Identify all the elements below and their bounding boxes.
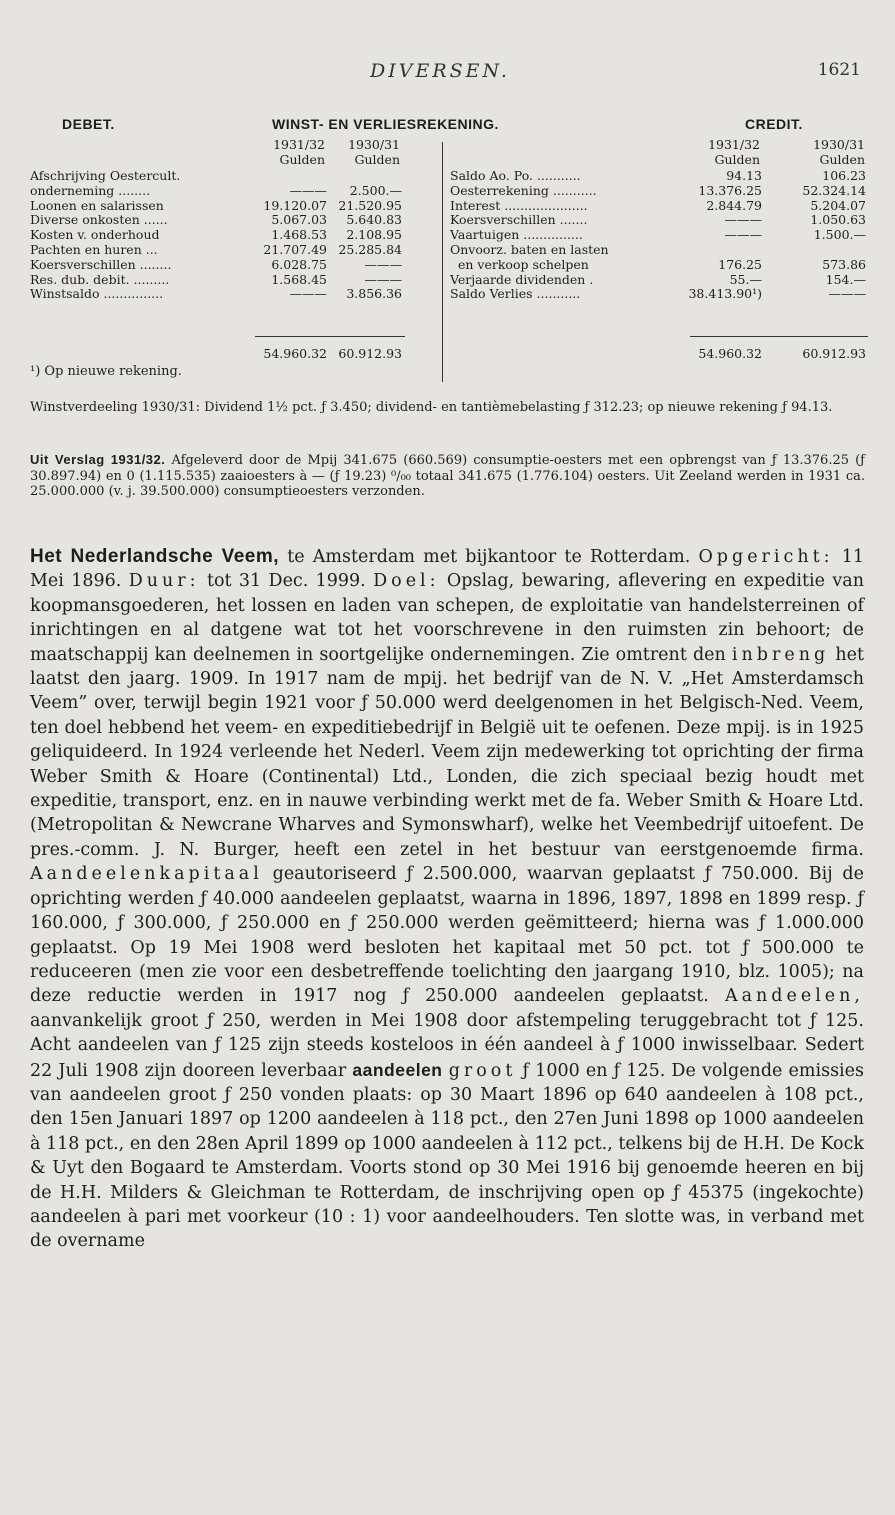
debet-heading: DEBET.: [62, 116, 115, 132]
credit-row-value-1930: 154.—: [825, 271, 866, 287]
verslag-heading: Uit Verslag 1931/32.: [30, 452, 166, 467]
credit-row-value-1931: ———: [724, 227, 762, 243]
opgericht-label: Opgericht:: [698, 547, 834, 567]
verslag-text: Afgeleverd door de Mpij 341.675 (660.569) consumptie-oesters met een opbrengst van ƒ 13.376.25 (ƒ 30.897.94) en 0 (1.115.535) zaaioesters à — (ƒ 19.23) ⁰/₀₀ totaal 341.675 (1.776.104) oesters. Uit Zeeland werden in 1931 ca. 25.000.000 (v. j. 39.500.000) consumptieoesters verzonden.: [30, 453, 865, 499]
debet-row-value-1930: 25.285.84: [338, 242, 402, 257]
right-unit1: Gulden: [714, 152, 760, 167]
kapitaal-label: Aandeelenkapitaal: [30, 864, 263, 885]
credit-row-label: Koersverschillen .......: [450, 212, 588, 228]
debet-row-value-1931: ———: [289, 182, 327, 198]
credit-row-value-1930: 52.324.14: [802, 182, 866, 198]
groot-label: groot: [448, 1060, 517, 1081]
debet-row-value-1930: 5.640.83: [346, 212, 402, 228]
debet-row-label: Diverse onkosten ......: [30, 212, 168, 228]
doel-text: Opslag, bewaring, aflevering en expeditie van koopmansgoederen, het lossen en laden van schepen, de exploitatie van handelsterreinen of inrichtingen en al datgene wat tot het voorschrevene in den ruimsten zin behoort; de maatschappij kan deelnemen in soortgelijke ondernemingen. Zie omtrent den: [30, 571, 864, 665]
aandeelen-text: aanvankelijk groot ƒ 250, werden in Mei 1908 door afstempeling teruggebracht tot ƒ 125. Acht aandeelen van ƒ 125 zijn steeds kosteloos in één aandeel à ƒ 1000 inwisselbaar. Sedert 22 Juli 1908 zijn dooreen leverbaar: [30, 1010, 864, 1081]
aandeelen-label: Aandeelen,: [724, 986, 864, 1007]
debet-row-label: Winstsaldo ...............: [30, 286, 164, 302]
debet-row-label: Pachten en huren ...: [30, 242, 158, 257]
debet-row-value-1931: 6.028.75: [271, 256, 327, 272]
left-total-2: 60.912.93: [338, 346, 402, 361]
right-unit2: Gulden: [819, 152, 865, 167]
credit-row-value-1930: 106.23: [822, 168, 866, 183]
credit-row-value-1931: 38.413.90¹): [688, 286, 762, 302]
debet-row-label: Loonen en salarissen: [30, 197, 164, 213]
kapitaal-text: geautoriseerd ƒ 2.500.000, waarvan geplaatst ƒ 750.000. Bij de oprichting werden ƒ 40.000 aandeelen geplaatst, waarna in 1896, 1897, 1898 en 1899 resp. ƒ 160.000, ƒ 300.000, ƒ 250.000 en ƒ 250.000 werden geëmitteerd; hierna was ƒ 1.000.000 geplaatst. Op 19 Mei 1908 werd besloten het kapitaal met 50 pct. tot ƒ 500.000 te reduceeren (men zie voor een desbetreffende toelichting den jaargang 1910, blz. 1005); na deze reductie werden in 1917 nog ƒ 250.000 aandeelen geplaatst.: [30, 864, 864, 1007]
debet-row-value-1931: 1.568.45: [271, 271, 327, 287]
debet-row-value-1931: 19.120.07: [263, 197, 327, 213]
credit-row-label: Vaartuigen ...............: [450, 227, 583, 243]
debet-row-value-1931: ———: [289, 286, 327, 302]
inbreng-label: inbreng: [731, 644, 830, 665]
company-name: Het Nederlandsche Veem,: [30, 546, 280, 567]
history-text: het laatst den jaarg. 1909. In 1917 nam de mpij. het bedrijf van de N. V. „Het Amsterdamsch Veem” over, terwijl begin 1921 voor ƒ 50.000 werd deelgenomen in het Belgisch-Ned. Veem, ten doel hebbend het veem- en expeditiebedrijf in België uit te oefenen. Deze mpij. is in 1925 geliquideerd. In 1924 verleende het Nederl. Veem zijn medewerking tot oprichting der firma Weber Smith & Hoare (Continental) Ltd., Londen, die zich speciaal bezig houdt met expeditie, transport, enz. en in nauwe verbinding werkt met de fa. Weber Smith & Hoare Ltd. (Metropolitan & Newcrane Wharves and Symonswharf), welke het Veembedrijf uitoefent. De pres.-comm. J. N. Burger, heeft een zetel in het bestuur van eerstgenoemde firma.: [30, 644, 864, 860]
credit-row-label: Saldo Verlies ...........: [450, 286, 581, 302]
emissies-text: ƒ 1000 en ƒ 125. De volgende emissies van aandeelen groot ƒ 250 vonden plaats: op 30 Maart 1896 op 640 aandeelen à 108 pct., den 15en Januari 1897 op 1200 aandeelen à 118 pct., den 27en Juni 1898 op 1000 aandeelen à 118 pct., en den 28en April 1899 op 1000 aandeelen à 112 pct., telkens bij de H.H. De Kock & Uyt den Bogaard te Amsterdam. Voorts stond op 30 Mei 1916 bij genoemde heeren en bij de H.H. Milders & Gleichman te Rotterdam, de inschrijving open op ƒ 45375 (ingekochte) aandeelen à pari met voorkeur (10 : 1) voor aandeelhouders. Ten slotte was, in verband met de overname: [30, 1060, 864, 1252]
credit-row-label: Verjaarde dividenden .: [450, 271, 594, 287]
debet-row-value-1930: 2.500.—: [349, 182, 402, 198]
credit-row-value-1930: ———: [828, 286, 866, 302]
debet-row-value-1931: 1.468.53: [271, 227, 327, 243]
debet-row-value-1930: ———: [364, 256, 402, 272]
credit-row-value-1931: 55.—: [729, 271, 762, 287]
credit-row-label: en verkoop schelpen: [458, 256, 589, 272]
right-year2: 1930/31: [813, 137, 865, 152]
verslag-paragraph: [30, 452, 865, 500]
debet-row-value-1930: 2.108.95: [346, 227, 402, 243]
duur-value: tot 31 Dec. 1999.: [206, 571, 366, 592]
footnote: ¹) Op nieuwe rekening.: [30, 364, 182, 379]
credit-heading: CREDIT.: [745, 116, 803, 132]
credit-row-value-1930: 1.500.—: [813, 227, 866, 243]
debet-row-value-1930: ———: [364, 271, 402, 287]
debet-row-value-1931: 21.707.49: [263, 242, 327, 257]
credit-row-label: Onvoorz. baten en lasten: [450, 242, 609, 257]
right-year1: 1931/32: [708, 137, 760, 152]
credit-row-label: Oesterrekening ...........: [450, 182, 597, 198]
left-unit2: Gulden: [354, 152, 400, 167]
credit-row-value-1931: 13.376.25: [698, 182, 762, 198]
debet-row-label: Kosten v. onderhoud: [30, 227, 160, 243]
doel-label: Doel:: [373, 571, 440, 592]
credit-row-value-1931: ———: [724, 212, 762, 228]
debet-row-label: Afschrijving Oestercult.: [30, 168, 181, 183]
debet-row-label: Res. dub. debit. .........: [30, 271, 170, 287]
winstverdeeling: Winstverdeeling 1930/31: Dividend 1½ pct. ƒ 3.450; dividend- en tantièmebelasting ƒ 312.23; op nieuwe rekening ƒ 94.13.: [30, 400, 833, 415]
page-number: 1621: [817, 60, 861, 80]
debet-row-label: Koersverschillen ........: [30, 256, 172, 272]
company-location: te Amsterdam met bijkantoor te Rotterdam.: [287, 547, 691, 567]
left-total-rule: [255, 336, 405, 337]
debet-row-label: onderneming ........: [30, 182, 151, 198]
left-total-1: 54.960.32: [263, 346, 327, 361]
right-total-rule: [690, 336, 868, 337]
right-total-2: 60.912.93: [802, 346, 866, 361]
left-unit1: Gulden: [279, 152, 325, 167]
debet-row-value-1930: 3.856.36: [346, 286, 402, 302]
credit-row-value-1931: 2.844.79: [706, 197, 762, 213]
credit-row-value-1931: 94.13: [726, 168, 762, 183]
right-total-1: 54.960.32: [698, 346, 762, 361]
page-header: [0, 60, 895, 90]
left-year1: 1931/32: [273, 137, 325, 152]
credit-row-label: Interest .....................: [450, 197, 588, 213]
account-title: WINST- EN VERLIESREKENING.: [272, 116, 499, 132]
opgericht-value: 11 Mei 1896.: [30, 547, 864, 592]
company-entry: [30, 545, 864, 1254]
profit-loss-account: [30, 136, 868, 361]
aandeelen-bold: aandeelen: [352, 1059, 443, 1080]
column-divider: [442, 142, 443, 382]
credit-row-value-1930: 573.86: [822, 256, 866, 272]
duur-label: Duur:: [128, 571, 200, 592]
running-title: DIVERSEN.: [370, 60, 510, 82]
left-year2: 1930/31: [348, 137, 400, 152]
credit-row-label: Saldo Ao. Po. ...........: [450, 168, 581, 183]
debet-row-value-1931: 5.067.03: [271, 212, 327, 228]
credit-row-value-1931: 176.25: [718, 256, 762, 272]
credit-row-value-1930: 5.204.07: [810, 197, 866, 213]
credit-row-value-1930: 1.050.63: [810, 212, 866, 228]
debet-row-value-1930: 21.520.95: [338, 197, 402, 213]
